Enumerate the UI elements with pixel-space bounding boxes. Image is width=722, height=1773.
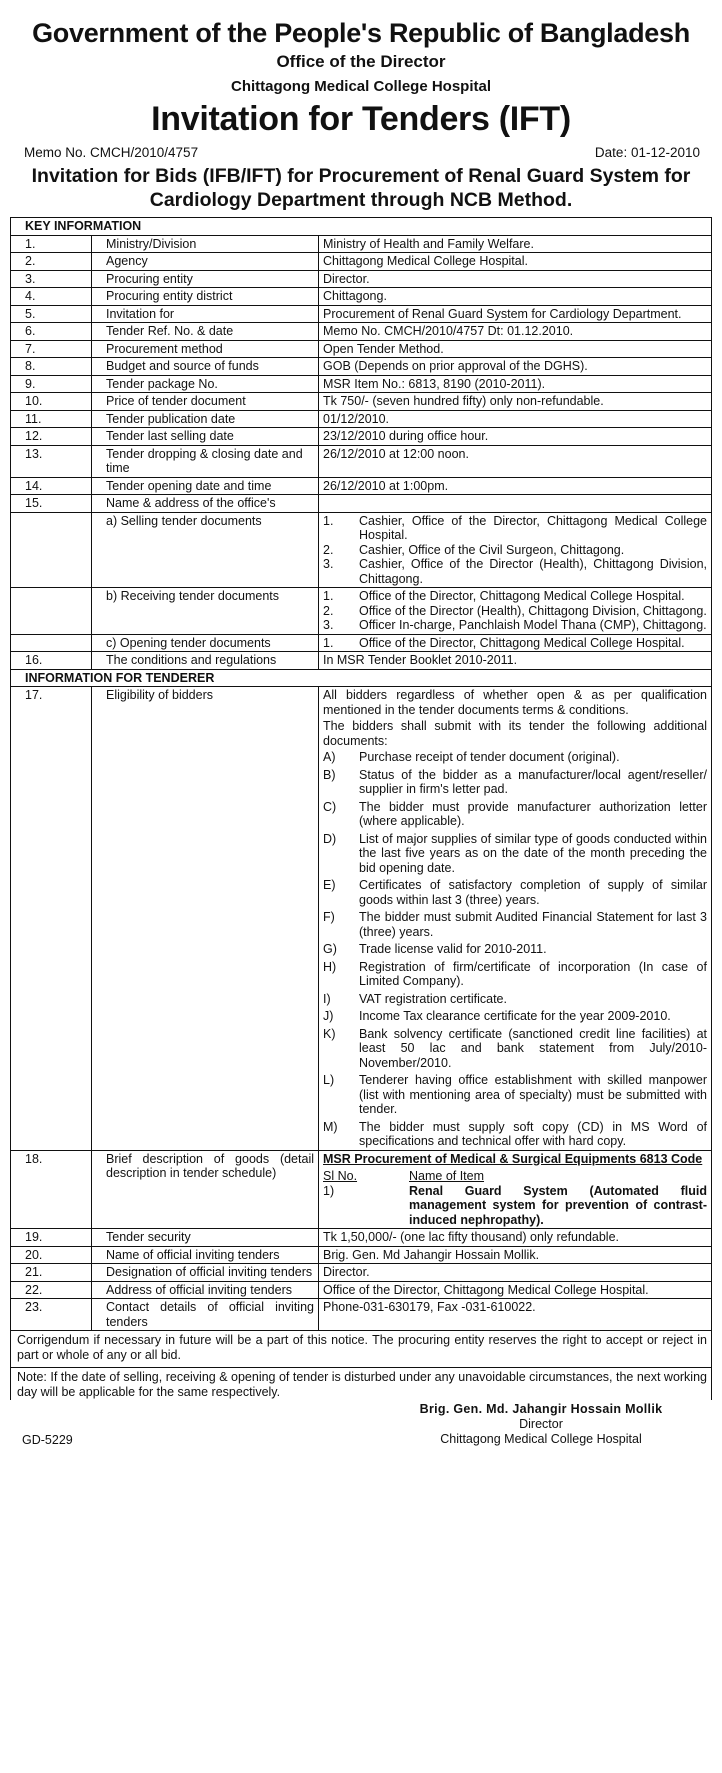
row-number: 17. xyxy=(11,687,92,1151)
row-value: Tk 1,50,000/- (one lac fifty thousand) only refundable. xyxy=(319,1229,712,1247)
row-value: Director. xyxy=(319,1264,712,1282)
date-change-note: Note: If the date of selling, receiving & opening of tender is disturbed under any unavoidable circumstances, the next working day will be applicable for the same respectively. xyxy=(10,1368,712,1400)
row-number: 22. xyxy=(11,1281,92,1299)
row-label: Tender security xyxy=(92,1229,319,1247)
table-row xyxy=(11,393,712,411)
row-number: 1. xyxy=(11,235,92,253)
row-value: Open Tender Method. xyxy=(319,340,712,358)
row-value xyxy=(319,495,712,513)
memo-line xyxy=(10,145,712,160)
list-text: Purchase receipt of tender document (original). xyxy=(359,750,620,764)
table-row xyxy=(11,1264,712,1282)
row-label: Procurement method xyxy=(92,340,319,358)
list-item xyxy=(323,514,707,543)
row-number: 8. xyxy=(11,358,92,376)
row-label: Invitation for xyxy=(92,305,319,323)
row-value xyxy=(319,687,712,1151)
page-title: Invitation for Tenders (IFT) xyxy=(151,100,571,138)
goods-columns xyxy=(323,1169,707,1184)
row-number: 16. xyxy=(11,652,92,670)
eligibility-intro: All bidders regardless of whether open & as per qualification mentioned in the tender documents terms & conditions. xyxy=(323,688,707,717)
list-item xyxy=(323,960,707,989)
list-number: 1. xyxy=(323,589,334,603)
row-label: Contact details of official inviting tenders xyxy=(92,1299,319,1331)
row-value xyxy=(319,1150,712,1229)
signatory-designation: Director xyxy=(519,1417,563,1431)
table-row xyxy=(11,634,712,652)
list-text: The bidder must submit Audited Financial Statement for last 3 (three) years. xyxy=(359,910,707,939)
list-letter: A) xyxy=(323,750,336,764)
memo-number: Memo No. CMCH/2010/4757 xyxy=(24,145,199,160)
list-text: Office of the Director, Chittagong Medical College Hospital. xyxy=(359,589,685,603)
list-item xyxy=(323,878,707,907)
tender-notice xyxy=(10,0,712,1447)
list-text: Trade license valid for 2010-2011. xyxy=(359,942,547,956)
row-value: 26/12/2010 at 1:00pm. xyxy=(319,477,712,495)
goods-item-name: Renal Guard System (Automated fluid management system for prevention of contrast-induced nephropathy). xyxy=(409,1183,707,1227)
list-number: 2. xyxy=(323,542,334,557)
row-number xyxy=(11,588,92,635)
row-number: 21. xyxy=(11,1264,92,1282)
row-number: 20. xyxy=(11,1246,92,1264)
row-number: 6. xyxy=(11,323,92,341)
row-label: Tender last selling date xyxy=(92,428,319,446)
list-text: List of major supplies of similar type of goods conducted within the last five years as on the date of the month preceding the bid opening date. xyxy=(359,831,707,875)
list-item xyxy=(323,557,707,586)
table-row xyxy=(11,1229,712,1247)
table-row xyxy=(11,588,712,635)
list-item xyxy=(323,942,707,957)
table-row xyxy=(11,1299,712,1331)
footer xyxy=(10,1402,712,1447)
column-sl-no: Sl No. xyxy=(323,1169,358,1183)
row-value: In MSR Tender Booklet 2010-2011. xyxy=(319,652,712,670)
table-row xyxy=(11,1150,712,1229)
table-row xyxy=(11,305,712,323)
list-text: Cashier, Office of the Civil Surgeon, Chittagong. xyxy=(359,542,625,557)
row-number: 7. xyxy=(11,340,92,358)
eligibility-list xyxy=(323,750,707,1149)
list-text: Registration of firm/certificate of incorporation (In case of Limited Company). xyxy=(359,959,707,988)
row-value xyxy=(319,634,712,652)
row-value: 26/12/2010 at 12:00 noon. xyxy=(319,445,712,477)
list-letter: C) xyxy=(323,799,337,814)
row-label: Procuring entity xyxy=(92,270,319,288)
row-number: 4. xyxy=(11,288,92,306)
list-item xyxy=(323,636,707,651)
list-letter: D) xyxy=(323,831,337,846)
list-letter: M) xyxy=(323,1119,338,1134)
signature-block xyxy=(370,1402,712,1447)
table-row xyxy=(11,253,712,271)
row-label: Tender Ref. No. & date xyxy=(92,323,319,341)
row-label: Tender opening date and time xyxy=(92,477,319,495)
office-heading: Office of the Director xyxy=(276,52,446,71)
table-row xyxy=(11,495,712,513)
list-text: Office of the Director (Health), Chittagong Division, Chittagong. xyxy=(359,603,707,618)
list-item xyxy=(323,750,707,765)
row-label: Tender publication date xyxy=(92,410,319,428)
notice-subtitle: Invitation for Bids (IFB/IFT) for Procurement of Renal Guard System for Cardiology Department through NCB Method. xyxy=(31,165,691,211)
table-row xyxy=(11,340,712,358)
row-label: Price of tender document xyxy=(92,393,319,411)
list-letter: J) xyxy=(323,1009,334,1023)
corrigendum-note: Corrigendum if necessary in future will be a part of this notice. The procuring entity reserves the right to accept or reject in part or whole of any or all bid. xyxy=(10,1331,712,1368)
table-row xyxy=(11,270,712,288)
row-value: Procurement of Renal Guard System for Cardiology Department. xyxy=(319,305,712,323)
row-value: Office of the Director, Chittagong Medical College Hospital. xyxy=(319,1281,712,1299)
list-letter: H) xyxy=(323,959,337,974)
row-value: Chittagong Medical College Hospital. xyxy=(319,253,712,271)
list-item xyxy=(323,992,707,1007)
row-label: Budget and source of funds xyxy=(92,358,319,376)
list-text: Officer In-charge, Panchlaish Model Thana (CMP), Chittagong. xyxy=(359,618,707,632)
list-letter: B) xyxy=(323,767,336,782)
row-label: Name of official inviting tenders xyxy=(92,1246,319,1264)
row-number: 19. xyxy=(11,1229,92,1247)
list-letter: I) xyxy=(323,991,331,1006)
list-text: Cashier, Office of the Director (Health), Chittagong Division, Chittagong. xyxy=(359,557,707,586)
row-number: 10. xyxy=(11,393,92,411)
table-row xyxy=(11,375,712,393)
list-text: Cashier, Office of the Director, Chittagong Medical College Hospital. xyxy=(359,513,707,542)
list-text: VAT registration certificate. xyxy=(359,991,507,1006)
table-row xyxy=(11,428,712,446)
row-label: Tender dropping & closing date and time xyxy=(92,445,319,477)
row-number: 23. xyxy=(11,1299,92,1331)
row-label: Address of official inviting tenders xyxy=(92,1281,319,1299)
row-value: Director. xyxy=(319,270,712,288)
table-row xyxy=(11,235,712,253)
list-number: 2. xyxy=(323,603,334,618)
row-label: Procuring entity district xyxy=(92,288,319,306)
row-number: 18. xyxy=(11,1150,92,1229)
list-text: Office of the Director, Chittagong Medical College Hospital. xyxy=(359,635,685,650)
list-letter: G) xyxy=(323,942,337,956)
goods-item xyxy=(323,1184,707,1228)
table-row xyxy=(11,323,712,341)
table-row xyxy=(11,652,712,670)
list-item xyxy=(323,618,707,633)
list-text: Certificates of satisfactory completion of supply of similar goods within last 3 (three) years. xyxy=(359,878,707,907)
row-value: Ministry of Health and Family Welfare. xyxy=(319,235,712,253)
table-row xyxy=(11,687,712,1151)
list-text: Income Tax clearance certificate for the year 2009-2010. xyxy=(359,1009,671,1023)
list-number: 3. xyxy=(323,557,334,571)
table-row xyxy=(11,1281,712,1299)
notice-code: GD-5229 xyxy=(22,1433,73,1447)
list-item xyxy=(323,589,707,604)
row-number: 2. xyxy=(11,253,92,271)
list-item xyxy=(323,1073,707,1117)
goods-item-sl: 1) xyxy=(323,1183,335,1198)
table-row xyxy=(11,288,712,306)
eligibility-intro-2: The bidders shall submit with its tender the following additional documents: xyxy=(323,719,707,748)
list-item xyxy=(323,604,707,619)
column-item-name: Name of Item xyxy=(409,1169,485,1183)
key-information-table xyxy=(10,217,712,1331)
row-number xyxy=(11,634,92,652)
tenderer-heading: INFORMATION FOR TENDERER xyxy=(11,669,712,687)
goods-heading: MSR Procurement of Medical & Surgical Equipments 6813 Code xyxy=(323,1151,703,1166)
list-letter: K) xyxy=(323,1026,336,1041)
row-value xyxy=(319,512,712,588)
row-number: 13. xyxy=(11,445,92,477)
row-label: Name & address of the office's xyxy=(92,495,319,513)
list-item xyxy=(323,832,707,876)
row-number: 3. xyxy=(11,270,92,288)
list-number: 1. xyxy=(323,513,334,528)
row-label: Agency xyxy=(92,253,319,271)
list-number: 3. xyxy=(323,618,334,632)
row-label: a) Selling tender documents xyxy=(92,512,319,588)
row-number: 14. xyxy=(11,477,92,495)
table-row xyxy=(11,445,712,477)
row-value xyxy=(319,588,712,635)
list-item xyxy=(323,1027,707,1071)
row-label: Brief description of goods (detail description in tender schedule) xyxy=(92,1150,319,1229)
row-number: 9. xyxy=(11,375,92,393)
list-text: The bidder must provide manufacturer authorization letter (where applicable). xyxy=(359,799,707,828)
list-item xyxy=(323,1120,707,1149)
row-value: 23/12/2010 during office hour. xyxy=(319,428,712,446)
list-letter: F) xyxy=(323,910,335,924)
signatory-office: Chittagong Medical College Hospital xyxy=(440,1432,642,1446)
row-number: 11. xyxy=(11,410,92,428)
row-label: The conditions and regulations xyxy=(92,652,319,670)
list-text: Tenderer having office establishment with skilled manpower (list with mentioning area of specialty) must be submitted with tender. xyxy=(359,1073,707,1116)
section-header-row xyxy=(11,218,712,236)
list-text: Bank solvency certificate (sanctioned credit line facilities) at least 50 lac and bank statement from July/2010-November/2010. xyxy=(359,1026,707,1070)
row-label: b) Receiving tender documents xyxy=(92,588,319,635)
table-row xyxy=(11,1246,712,1264)
list-item xyxy=(323,768,707,797)
row-number xyxy=(11,512,92,588)
key-information-heading: KEY INFORMATION xyxy=(11,218,712,236)
row-number: 15. xyxy=(11,495,92,513)
list-text: Status of the bidder as a manufacturer/local agent/reseller/ supplier in firm's letter pad. xyxy=(359,767,707,796)
row-label: Tender package No. xyxy=(92,375,319,393)
row-value: Chittagong. xyxy=(319,288,712,306)
memo-date: Date: 01-12-2010 xyxy=(594,145,700,160)
row-number: 12. xyxy=(11,428,92,446)
section-header-row xyxy=(11,669,712,687)
table-row xyxy=(11,410,712,428)
list-number: 1. xyxy=(323,635,334,650)
row-value: MSR Item No.: 6813, 8190 (2010-2011). xyxy=(319,375,712,393)
row-value: 01/12/2010. xyxy=(319,410,712,428)
row-label: c) Opening tender documents xyxy=(92,634,319,652)
table-row xyxy=(11,358,712,376)
row-label: Eligibility of bidders xyxy=(92,687,319,1151)
list-item xyxy=(323,800,707,829)
list-item xyxy=(323,1009,707,1024)
list-text: The bidder must supply soft copy (CD) in MS Word of specifications and technical offer with hard copy. xyxy=(359,1119,707,1148)
signatory-name: Brig. Gen. Md. Jahangir Hossain Mollik xyxy=(419,1402,663,1416)
row-label: Ministry/Division xyxy=(92,235,319,253)
government-heading: Government of the People's Republic of Bangladesh xyxy=(32,18,690,48)
row-value: Memo No. CMCH/2010/4757 Dt: 01.12.2010. xyxy=(319,323,712,341)
row-value: Tk 750/- (seven hundred fifty) only non-refundable. xyxy=(319,393,712,411)
table-row xyxy=(11,512,712,588)
row-value: Phone-031-630179, Fax -031-610022. xyxy=(319,1299,712,1331)
list-letter: L) xyxy=(323,1073,335,1087)
list-letter: E) xyxy=(323,878,336,892)
row-value: Brig. Gen. Md Jahangir Hossain Mollik. xyxy=(319,1246,712,1264)
list-item xyxy=(323,543,707,558)
hospital-heading: Chittagong Medical College Hospital xyxy=(230,78,492,95)
table-row xyxy=(11,477,712,495)
row-label: Designation of official inviting tenders xyxy=(92,1264,319,1282)
list-item xyxy=(323,910,707,939)
row-number: 5. xyxy=(11,305,92,323)
row-value: GOB (Depends on prior approval of the DGHS). xyxy=(319,358,712,376)
